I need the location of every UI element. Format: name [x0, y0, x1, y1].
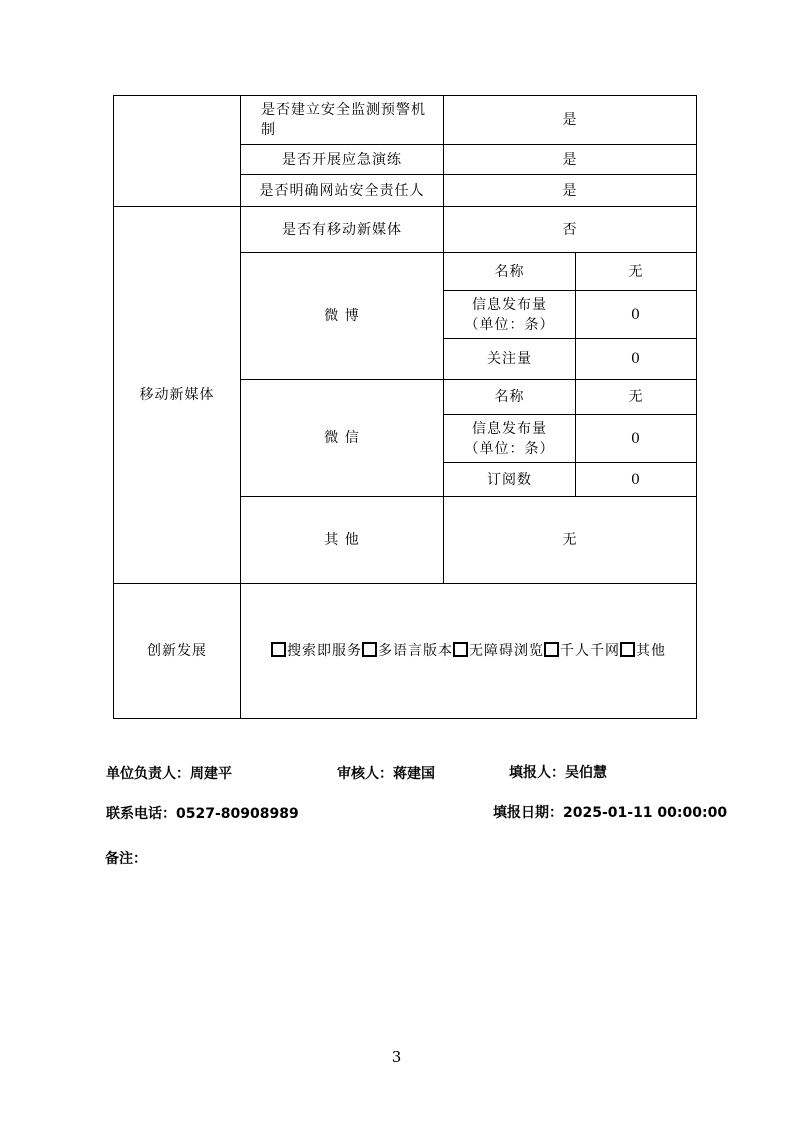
weibo-follow-label: 关注量	[444, 339, 576, 380]
checkbox-other[interactable]	[620, 642, 635, 657]
wechat-count-label-line2: （单位：条）	[464, 440, 555, 457]
other-label: 其 他	[241, 497, 444, 584]
row-monitoring	[114, 96, 697, 145]
filler: 填报人：吴伯慧	[509, 765, 607, 781]
checkbox-multilingual[interactable]	[362, 642, 377, 657]
drill-label: 是否开展应急演练	[241, 145, 444, 175]
reviewer: 审核人：蒋建国	[337, 766, 435, 782]
monitoring-value: 是	[444, 96, 697, 145]
option-accessibility: 无障碍浏览	[469, 643, 544, 659]
option-other: 其他	[636, 643, 666, 659]
cell-blank-section	[114, 96, 241, 207]
wechat-count-value: 0	[576, 415, 697, 463]
responsible-value: 是	[444, 175, 697, 207]
remarks-label: 备注：	[105, 851, 147, 867]
checkbox-search-service[interactable]	[271, 642, 286, 657]
checkbox-personalized[interactable]	[544, 642, 559, 657]
weibo-count-label	[444, 291, 576, 339]
other-value: 无	[444, 497, 697, 584]
row-has-mobile	[114, 207, 697, 253]
wechat-sub-value: 0	[576, 463, 697, 497]
wechat-count-label	[444, 415, 576, 463]
fill-date: 填报日期：2025-01-11 00:00:00	[493, 805, 728, 821]
weibo-name-label: 名称	[444, 253, 576, 291]
innovation-options	[241, 584, 697, 719]
report-table	[113, 95, 697, 719]
wechat-name-label: 名称	[444, 380, 576, 415]
weibo-count-label-line1: 信息发布量	[472, 296, 547, 313]
innovation-section-label: 创新发展	[114, 584, 241, 719]
has-mobile-label: 是否有移动新媒体	[241, 207, 444, 253]
has-mobile-value: 否	[444, 207, 697, 253]
weibo-count-value: 0	[576, 291, 697, 339]
weibo-name-value: 无	[576, 253, 697, 291]
mobile-section-label: 移动新媒体	[114, 207, 241, 584]
option-search-service: 搜索即服务	[287, 643, 362, 659]
weibo-count-label-line2: （单位：条）	[464, 316, 555, 333]
monitoring-label: 是否建立安全监测预警机制	[241, 96, 444, 145]
responsible-label: 是否明确网站安全责任人	[241, 175, 444, 207]
option-multilingual: 多语言版本	[378, 643, 453, 659]
unit-head: 单位负责人：周建平	[106, 766, 232, 782]
contact-phone: 联系电话：0527-80908989	[106, 806, 299, 822]
page-number: 3	[391, 1048, 402, 1066]
drill-value: 是	[444, 145, 697, 175]
wechat-count-label-line1: 信息发布量	[472, 420, 547, 437]
wechat-name-value: 无	[576, 380, 697, 415]
row-innovation	[114, 584, 697, 719]
weibo-follow-value: 0	[576, 339, 697, 380]
wechat-label: 微 信	[241, 380, 444, 497]
weibo-label: 微 博	[241, 253, 444, 380]
wechat-sub-label: 订阅数	[444, 463, 576, 497]
option-personalized: 千人千网	[560, 643, 620, 659]
checkbox-accessibility[interactable]	[453, 642, 468, 657]
